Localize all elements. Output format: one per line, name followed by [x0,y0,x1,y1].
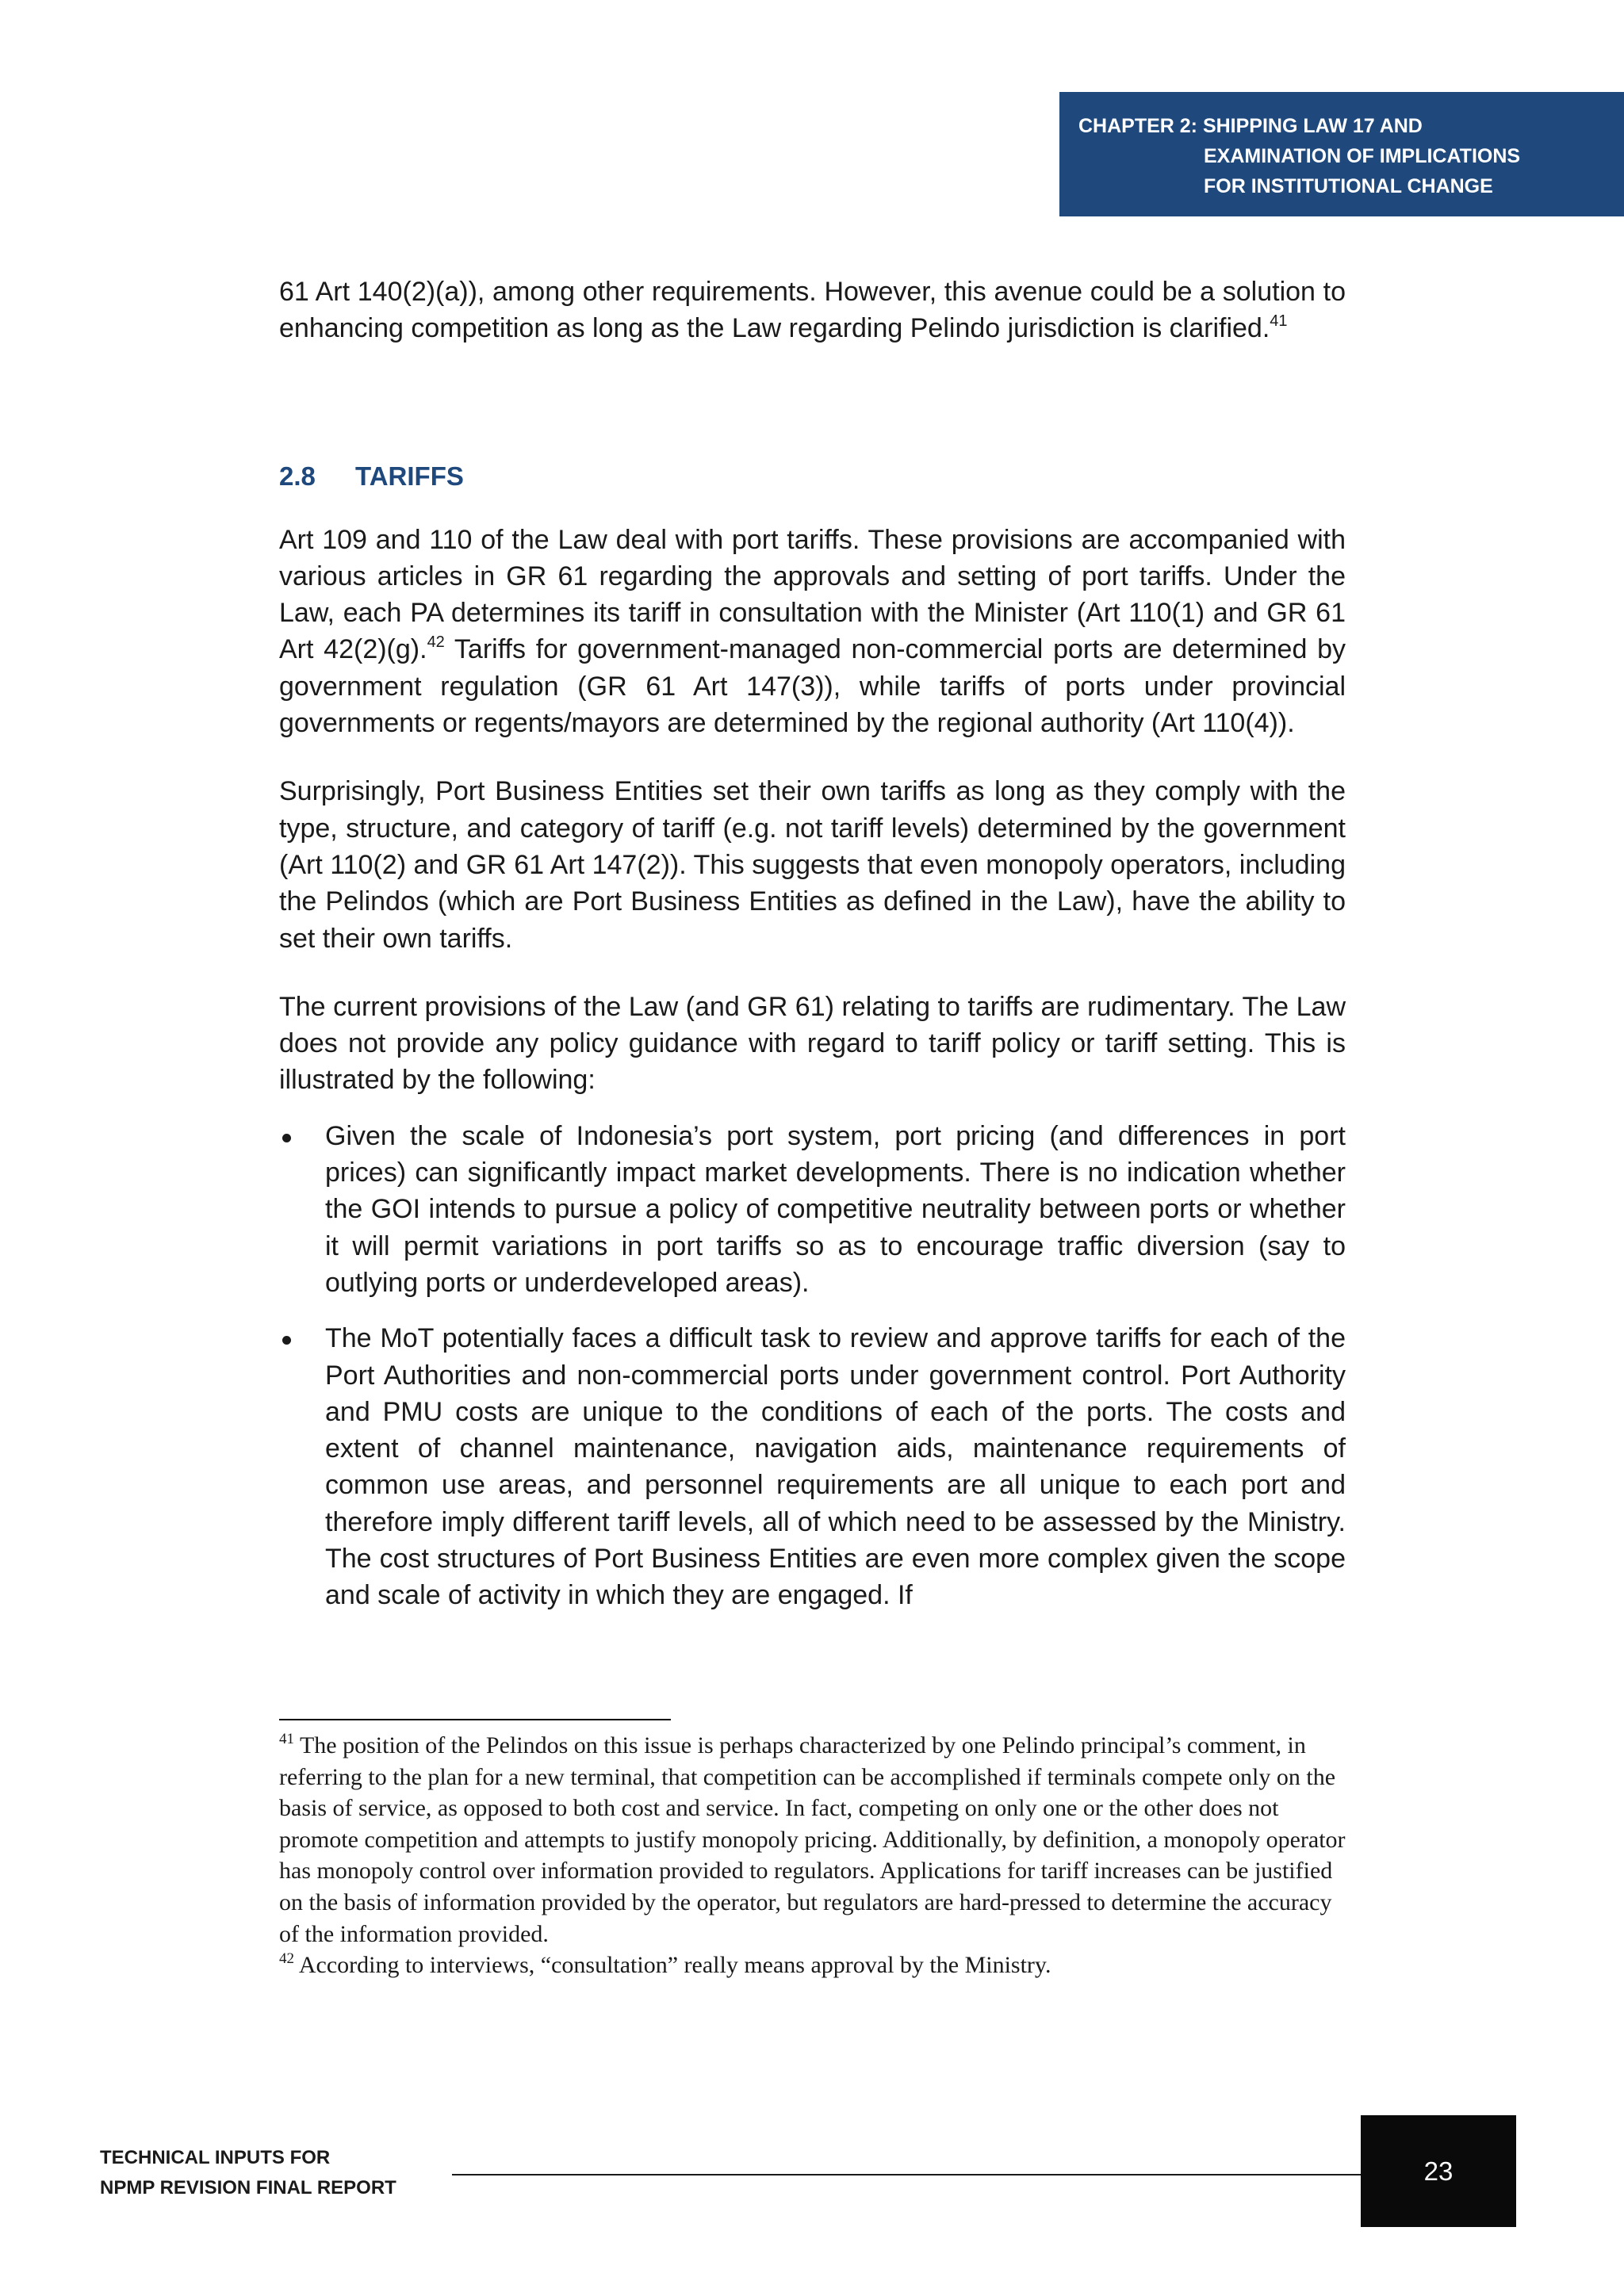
bullet-icon [282,1134,291,1142]
footnote-separator [279,1719,671,1720]
footer-report-title [100,2143,396,2203]
list-item [279,1320,1346,1613]
footnote-42 [279,1950,1346,1981]
body-content [279,274,1346,1633]
bullet-text: Given the scale of Indonesia’s port system, port pricing (and differences in port prices) can significantly impact market developments. There is no indication whether the GOI intends to pursue a policy of competitive neutrality between ports or whether it will permit variations in port tariffs so as to encourage traffic diversion (say to outlying ports or underdeveloped areas). [325,1120,1346,1298]
section-heading [279,458,1346,495]
footer-divider [452,2174,1362,2175]
footnote-number: 41 [279,1731,294,1747]
chapter-title-line-3: FOR INSTITUTIONAL CHANGE [1204,175,1493,197]
bullet-list [279,1118,1346,1614]
footer-line-2: NPMP REVISION FINAL REPORT [100,2177,396,2198]
footnote-text: According to interviews, “consultation” really means approval by the Ministry. [294,1952,1051,1979]
intro-paragraph [279,274,1346,347]
chapter-title-line-1: CHAPTER 2: SHIPPING LAW 17 AND [1078,115,1423,137]
paragraph-1b: Tariffs for government-managed non-commercial ports are determined by government regulation (GR 61 Art 147(3)), while tariffs of ports under provincial governments or regents/mayors are determined by the regional authority (Art 110(4)). [279,634,1346,739]
chapter-title-line-2: EXAMINATION OF IMPLICATIONS [1204,145,1521,167]
paragraph-port-business-entities: Surprisingly, Port Business Entities set their own tariffs as long as they comply with the type, structure, and category of tariff (e.g. not tariff levels) determined by the government (Art 110(2) and GR 61 Art 147(2)). This suggests that even monopoly operators, including the Pelindos (which are Port Business Entities as defined in the Law), have the ability to set their own tariffs. [279,776,1346,954]
list-item [279,1118,1346,1301]
section-title: TARIFFS [355,461,464,491]
paragraph-tariff-articles [279,522,1346,742]
intro-text: 61 Art 140(2)(a)), among other requirements. However, this avenue could be a solution to enhancing competition as long as the Law regarding Pelindo jurisdiction is clarified. [279,277,1346,344]
footnote-number: 42 [279,1950,294,1968]
footnotes [279,1730,1346,1981]
footnote-text: The position of the Pelindos on this issue is perhaps characterized by one Pelindo principal’s comment, in referring to the plan for a new terminal, that competition can be accomplished if terminals compete only on the basis of service, as opposed to both cost and service. In fact, competing on only one or the other does not promote competition and attempts to justify monopoly pricing. Additionally, by definition, a monopoly operator has monopoly control over information provided to regulators. Applications for tariff increases can be justified on the basis of information provided by the operator, but regulators are hard-pressed to determine the accuracy of the information provided. [279,1732,1346,1947]
footnote-ref-41[interactable]: 41 [1270,312,1288,331]
footnote-41 [279,1730,1346,1950]
chapter-header-box [1059,92,1624,216]
footnote-ref-42[interactable]: 42 [427,633,445,652]
bullet-icon [282,1336,291,1345]
footer-line-1: TECHNICAL INPUTS FOR [100,2147,331,2168]
section-number: 2.8 [279,461,316,491]
page-number-box [1361,2115,1516,2227]
bullet-text: The MoT potentially faces a difficult task to review and approve tariffs for each of the Port Authorities and non-commercial ports under government control. Port Authority and PMU costs are unique to the conditions of each of the ports. The costs and extent of channel maintenance, navigation aids, maintenance requirements of common use areas, and personnel requirements are all unique to each port and therefore imply different tariff levels, all of which need to be assessed by the Ministry. The cost structures of Port Business Entities are even more complex given the scope and scale of activity in which they are engaged. If [325,1323,1346,1611]
page-number: 23 [1423,2156,1454,2186]
paragraph-rudimentary-provisions: The current provisions of the Law (and GR 61) relating to tariffs are rudimentary. The Law does not provide any policy guidance with regard to tariff policy or tariff setting. This is illustrated by the following: [279,991,1346,1096]
paragraph-1a: Art 109 and 110 of the Law deal with port tariffs. These provisions are accompanied with various articles in GR 61 regarding the approvals and setting of port tariffs. Under the Law, each PA determines its tariff in consultation with the Minister (Art 110(1) and GR 61 Art 42(2)(g). [279,524,1346,665]
